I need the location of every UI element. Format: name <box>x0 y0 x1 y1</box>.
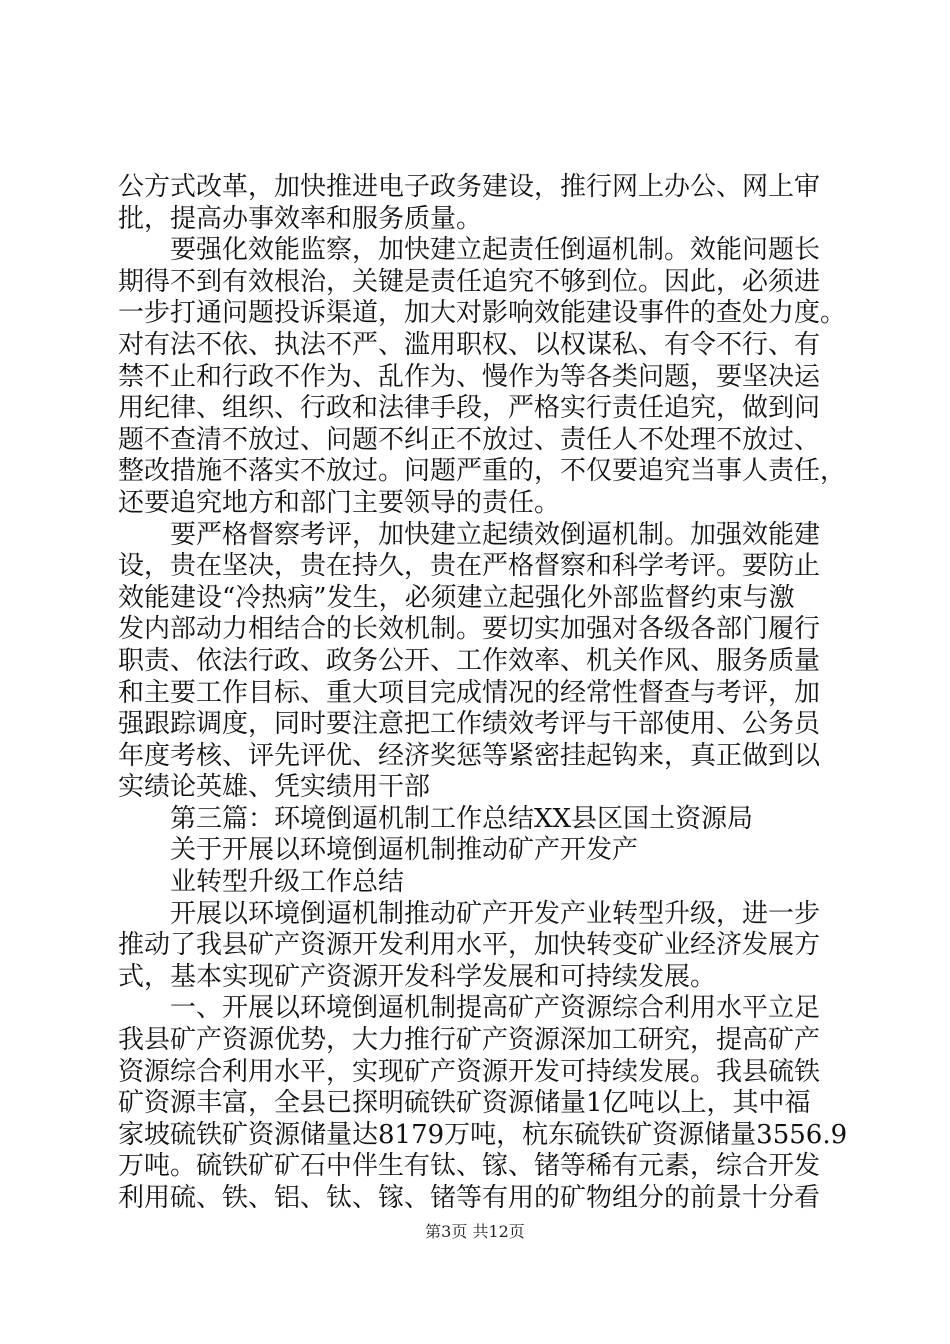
document-body <box>118 172 848 1215</box>
text-line: 设，贵在坚决，贵在持久，贵在严格督察和科学考评。要防止 <box>118 551 821 582</box>
text-line: 资源综合利用水平，实现矿产资源开发可持续发展。我县硫铁 <box>118 1056 821 1087</box>
text-line: 一步打通问题投诉渠道，加大对影响效能建设事件的查处力度。 <box>118 298 847 329</box>
text-line: 批，提高办事效率和服务质量。 <box>118 203 483 234</box>
text-line: 要强化效能监察，加快建立起责任倒逼机制。效能问题长 <box>118 235 821 266</box>
text-line: 效能建设“冷热病”发生，必须建立起强化外部监督约束与激 <box>118 582 795 613</box>
text-line: 年度考核、评先评优、经济奖惩等紧密挂起钩来，真正做到以 <box>118 740 821 771</box>
text-line: 关于开展以环境倒逼机制推动矿产开发产 <box>118 835 639 866</box>
text-line: 发内部动力相结合的长效机制。要切实加强对各级各部门履行 <box>118 614 821 645</box>
text-line: 题不查清不放过、问题不纠正不放过、责任人不处理不放过、 <box>118 424 821 455</box>
text-line: 禁不止和行政不作为、乱作为、慢作为等各类问题，要坚决运 <box>118 361 821 392</box>
text-line: 万吨。硫铁矿矿石中伴生有钛、镓、锗等稀有元素，综合开发 <box>118 1151 821 1182</box>
text-line: 矿资源丰富，全县已探明硫铁矿资源储量1亿吨以上，其中福 <box>118 1088 811 1119</box>
text-line: 我县矿产资源优势，大力推行矿产资源深加工研究，提高矿产 <box>118 1025 821 1056</box>
text-line: 对有法不依、执法不严、滥用职权、以权谋私、有令不行、有 <box>118 329 821 360</box>
text-line: 整改措施不落实不放过。问题严重的，不仅要追究当事人责任， <box>118 456 847 487</box>
text-line: 业转型升级工作总结 <box>118 867 405 898</box>
text-line: 家坡硫铁矿资源储量达8179万吨，杭东硫铁矿资源储量3556.9 <box>118 1119 848 1150</box>
text-line: 利用硫、铁、铝、钛、镓、锗等有用的矿物组分的前景十分看 <box>118 1183 821 1213</box>
text-line: 推动了我县矿产资源开发利用水平，加快转变矿业经济发展方 <box>118 930 821 961</box>
text-line: 和主要工作目标、重大项目完成情况的经常性督查与考评，加 <box>118 677 821 708</box>
page-footer: 第3页 共12页 <box>425 1222 525 1241</box>
text-line: 职责、依法行政、政务公开、工作效率、机关作风、服务质量 <box>118 645 821 676</box>
text-line: 实绩论英雄、凭实绩用干部 <box>118 772 431 803</box>
text-line: 用纪律、组织、行政和法律手段，严格实行责任追究，做到问 <box>118 393 821 424</box>
text-line: 一、开展以环境倒逼机制提高矿产资源综合利用水平立足 <box>118 993 821 1024</box>
text-line: 第三篇：环境倒逼机制工作总结XX县区国土资源局 <box>118 803 754 834</box>
text-line: 公方式改革，加快推进电子政务建设，推行网上办公、网上审 <box>118 172 821 202</box>
text-line: 期得不到有效根治，关键是责任追究不够到位。因此，必须进 <box>118 266 821 297</box>
text-line: 开展以环境倒逼机制推动矿产开发产业转型升级，进一步 <box>118 898 821 929</box>
text-line: 要严格督察考评，加快建立起绩效倒逼机制。加强效能建 <box>118 519 821 550</box>
text-line: 还要追究地方和部门主要领导的责任。 <box>118 487 561 518</box>
text-line: 强跟踪调度，同时要注意把工作绩效考评与干部使用、公务员 <box>118 709 821 740</box>
text-line: 式，基本实现矿产资源开发科学发展和可持续发展。 <box>118 961 717 992</box>
